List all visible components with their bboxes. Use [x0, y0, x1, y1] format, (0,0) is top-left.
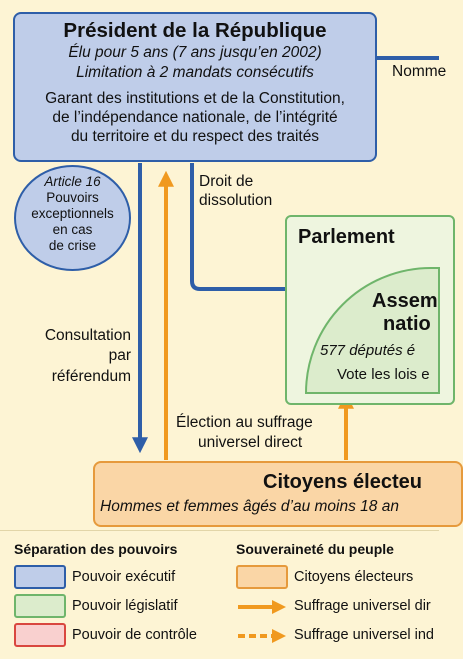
assemblee-title-2: natio: [383, 313, 431, 335]
election-label-2: universel direct: [198, 434, 303, 451]
dissolution-label-2: dissolution: [199, 192, 273, 209]
legend-citoyens-label: Citoyens électeurs: [294, 569, 414, 585]
article16-line3: exceptionnels: [31, 206, 114, 221]
citoyens-subtitle: Hommes et femmes âgés d’au moins 18 an: [100, 498, 399, 515]
nomme-label: Nomme: [392, 63, 447, 80]
legend-controle-label: Pouvoir de contrôle: [72, 627, 197, 643]
article16-line5: de crise: [48, 238, 97, 253]
legend-citoyens-swatch: [236, 565, 288, 589]
legend-legislatif-label: Pouvoir législatif: [72, 598, 178, 614]
president-limit: Limitation à 2 mandats consécutifs: [76, 64, 314, 81]
legend-divider: [0, 530, 439, 531]
legend-direct-label: Suffrage universel dir: [294, 598, 431, 614]
consultation-label-1: Consultation: [44, 327, 131, 344]
article16-line2: Pouvoirs: [46, 190, 99, 205]
election-label-1: Élection au suffrage: [176, 414, 313, 431]
consultation-label-3: référendum: [51, 368, 131, 385]
consultation-label-2: par: [108, 347, 131, 364]
legend-souverainete-title: Souveraineté du peuple: [236, 541, 394, 557]
legend-separation-title: Séparation des pouvoirs: [14, 541, 178, 557]
citoyens-title: Citoyens électeu: [263, 471, 422, 493]
president-role-3: du territoire et du respect des traités: [70, 128, 320, 145]
legend-executif-label: Pouvoir exécutif: [72, 569, 176, 585]
legend-indirect-arrow-icon: [236, 626, 288, 646]
president-role-2: de l’indépendance nationale, de l’intégrité: [52, 109, 338, 126]
legend-indirect-label: Suffrage universel ind: [294, 627, 434, 643]
citoyens-box: [93, 461, 463, 527]
legend-legislatif-swatch: [14, 594, 66, 618]
president-role-1: Garant des institutions et de la Constitution,: [45, 90, 345, 107]
legend-executif-swatch: [14, 565, 66, 589]
legend-controle-swatch: [14, 623, 66, 647]
president-title: Président de la République: [63, 19, 327, 42]
dissolution-label-1: Droit de: [199, 173, 254, 190]
article16-circle: [14, 165, 131, 271]
president-box: [13, 12, 377, 162]
assemblee-deputes: 577 députés é: [320, 342, 416, 359]
assemblee-title-1: Assem: [372, 290, 438, 312]
article16-title: Article 16: [44, 174, 101, 189]
assemblee-vote: Vote les lois e: [337, 366, 430, 383]
president-term: Élu pour 5 ans (7 ans jusqu’en 2002): [68, 44, 322, 61]
article16-line4: en cas: [52, 222, 93, 237]
legend-direct-arrow-icon: [236, 597, 288, 617]
parlement-title: Parlement: [298, 226, 395, 248]
